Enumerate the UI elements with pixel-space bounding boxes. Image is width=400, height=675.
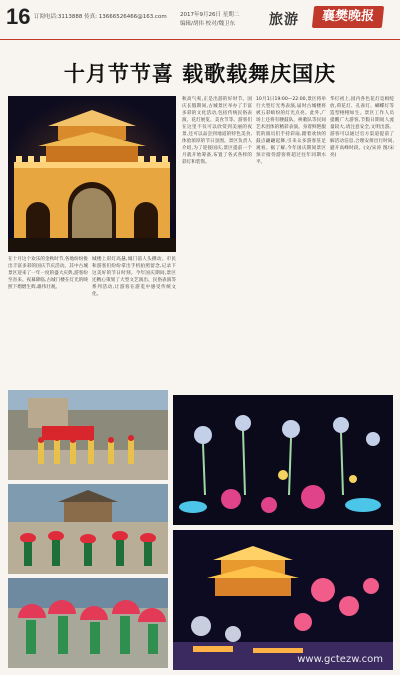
folk-dancers-photo [8, 484, 168, 574]
headline: 十月节节喜 载歌载舞庆国庆 [63, 62, 337, 86]
illuminated-pavilion-photo [173, 530, 393, 670]
fan-dance-parade-photo [8, 390, 168, 480]
article-column-5: 华灯初上,园内各色花灯竞相绽放,荷花灯、孔雀灯、蝴蝶灯等造型栩栩如生。景区工作人员提醒广大游客,节假日期间人流量较大,请注意安全,文明出游。游客可以通过官方渠道提前了解活动信息,合理安排出行时间,避开高峰时段。(文/宋涛 图/宋亮) [330, 97, 394, 158]
contact-line: 订阅电话:3113888 传真: 13666526466@163.com [34, 14, 167, 20]
city-gate-night-photo [8, 96, 176, 252]
lotus-lanterns-photo [173, 395, 393, 525]
date-line: 2017年9月26日 星期二 [180, 12, 240, 18]
page-header [0, 0, 400, 40]
page-number: 16 [6, 4, 31, 29]
editors-line: 编辑/胡伟 校对/魏卫东 [180, 21, 235, 27]
article-column-3: 秋高气爽,正是出游的好时节。国庆长假期间,古城景区举办了丰富多彩的文化活动,包括传统民俗表演、花灯展览、美食节等。游客们在这里不仅可以欣赏到美丽的夜景,还可以品尝到地道的特色美食,体验浓厚的节日氛围。景区负责人介绍,为了迎接国庆,景区提前一个月就开始筹备,布置了各式各样的彩灯和装饰。 [182, 97, 252, 165]
website-watermark: www.gctezw.com [297, 654, 383, 665]
fan-performers-photo [8, 578, 168, 668]
section-title: 旅游 [269, 12, 299, 28]
article-column-1: 在十月这个欢乐的金秋时节,各地纷纷推出丰富多彩的国庆节庆活动。其中古城景区迎来了一年一度的盛大庆典,游客纷至沓来。夜幕降临,古城门楼在灯光的映照下熠熠生辉,雄伟壮观。 [8, 257, 88, 290]
article-column-4: 10月1日19:00—22:00,景区将举行大型灯光秀表演,届时古城楼将被五彩缤纷的灯光点亮。此外,广场上还将有腰鼓队、秧歌队等民间艺术团体的精彩表演。身着鲜艳服装的演员们手持彩扇,踏着欢快的鼓点翩翩起舞,引来众多游客驻足观看。据了解,今年国庆期间景区预计接待游客将超过往年同期水平。 [256, 97, 326, 165]
brand-logo: 襄樊晚报 [312, 6, 384, 28]
article-column-2: 城楼上彩灯高悬,城门前人头攒动。市民和游客们纷纷拿出手机拍照留念,记录下这美好的节日时刻。今年国庆期间,景区还精心策划了大型文艺演出、民俗表演等系列活动,让游客在游览中感受传统文化。 [92, 257, 176, 297]
